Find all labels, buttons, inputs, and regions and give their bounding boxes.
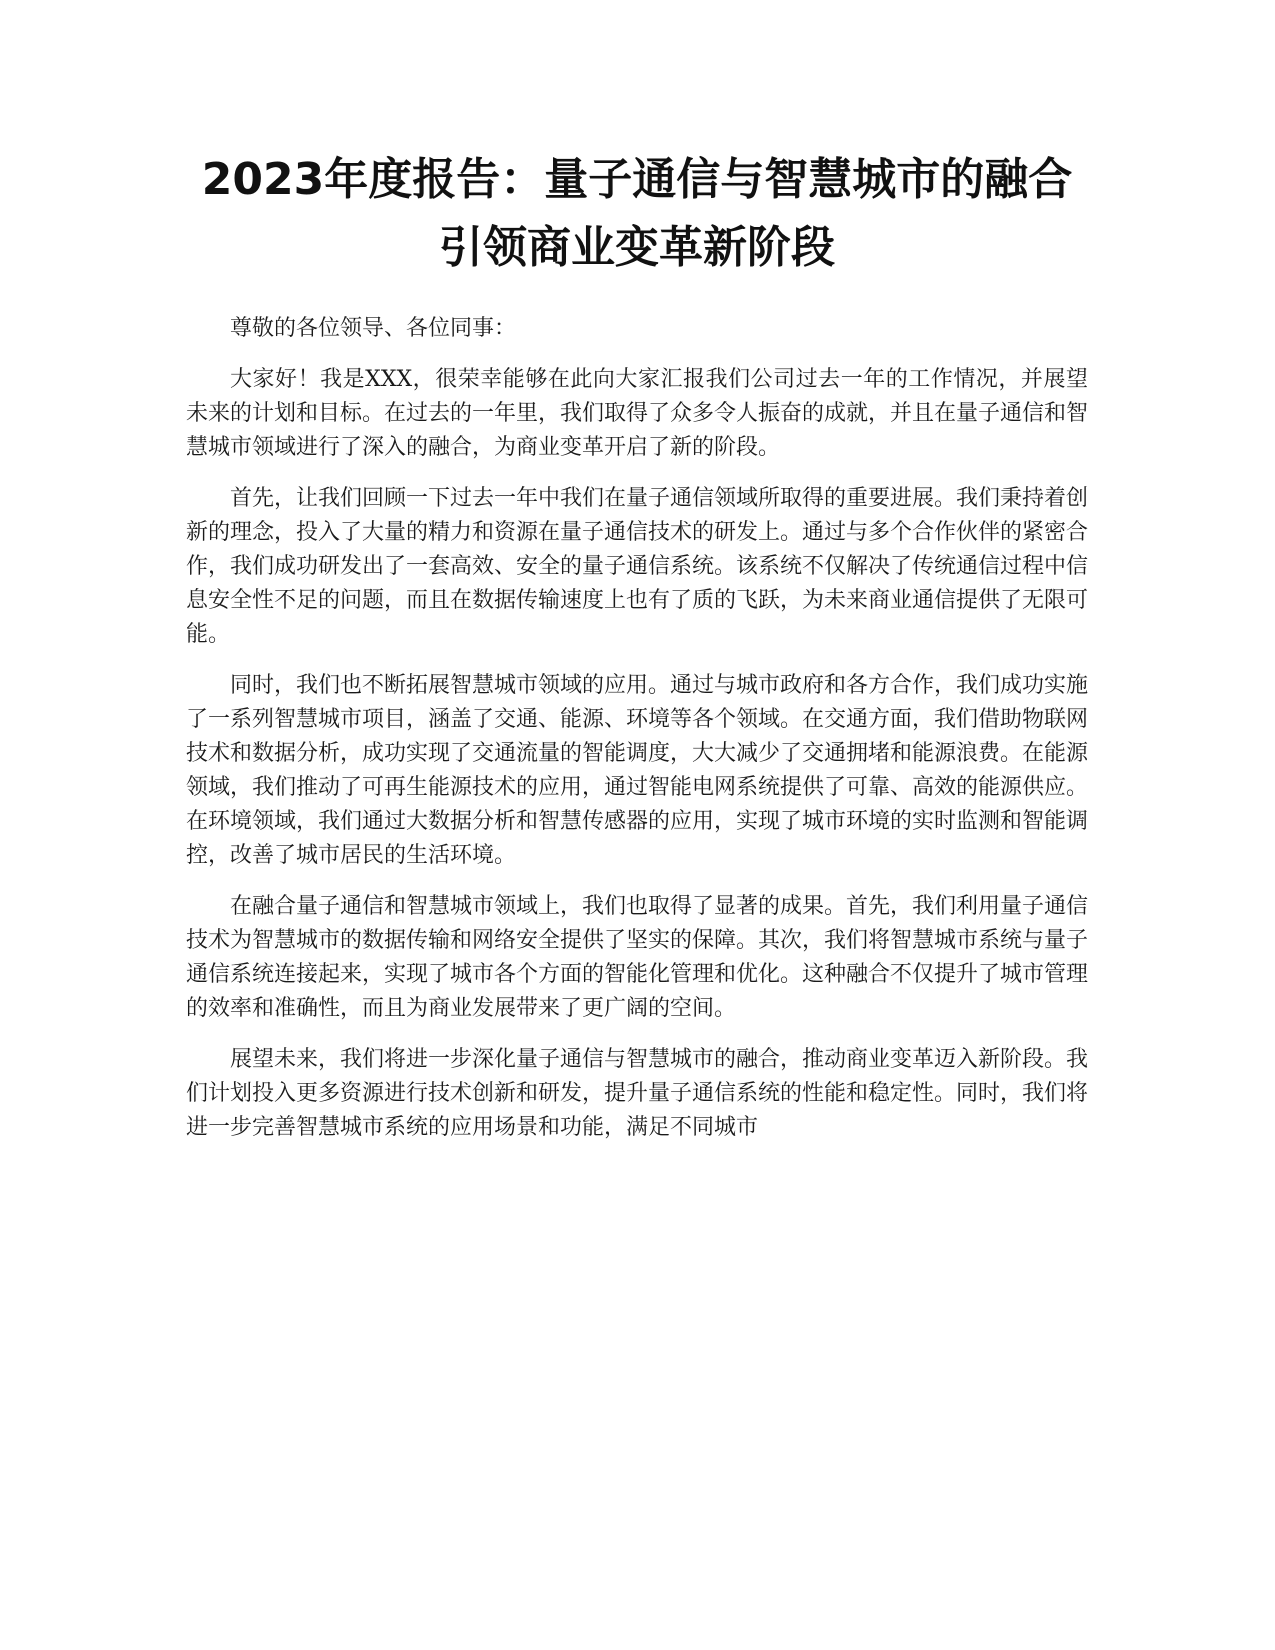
- body-paragraph: 展望未来，我们将进一步深化量子通信与智慧城市的融合，推动商业变革迈入新阶段。我们计划投入更多资源进行技术创新和研发，提升量子通信系统的性能和稳定性。同时，我们将进一步完善智慧城市系统的应用场景和功能，满足不同城市: [186, 1047, 1089, 1140]
- body-paragraph: 同时，我们也不断拓展智慧城市领域的应用。通过与城市政府和各方合作，我们成功实施了一系列智慧城市项目，涵盖了交通、能源、环境等各个领域。在交通方面，我们借助物联网技术和数据分析，成功实现了交通流量的智能调度，大大减少了交通拥堵和能源浪费。在能源领域，我们推动了可再生能源技术的应用，通过智能电网系统提供了可靠、高效的能源供应。在环境领域，我们通过大数据分析和智慧传感器的应用，实现了城市环境的实时监测和智能调控，改善了城市居民的生活环境。: [186, 673, 1089, 868]
- body-paragraph: 在融合量子通信和智慧城市领域上，我们也取得了显著的成果。首先，我们利用量子通信技术为智慧城市的数据传输和网络安全提供了坚实的保障。其次，我们将智慧城市系统与量子通信系统连接起来，实现了城市各个方面的智能化管理和优化。这种融合不仅提升了城市管理的效率和准确性，而且为商业发展带来了更广阔的空间。: [186, 894, 1089, 1021]
- document-page: [186, 146, 1088, 1162]
- body-paragraph: 首先，让我们回顾一下过去一年中我们在量子通信领域所取得的重要进展。我们秉持着创新的理念，投入了大量的精力和资源在量子通信技术的研发上。通过与多个合作伙伴的紧密合作，我们成功研发出了一套高效、安全的量子通信系统。该系统不仅解决了传统通信过程中信息安全性不足的问题，而且在数据传输速度上也有了质的飞跃，为未来商业通信提供了无限可能。: [186, 486, 1089, 647]
- salutation-paragraph: 尊敬的各位领导、各位同事：: [230, 316, 517, 341]
- document-title: 2023年度报告：量子通信与智慧城市的融合引领商业变革新阶段: [201, 154, 1073, 273]
- body-paragraph: 大家好！我是XXX，很荣幸能够在此向大家汇报我们公司过去一年的工作情况，并展望未来的计划和目标。在过去的一年里，我们取得了众多令人振奋的成就，并且在量子通信和智慧城市领域进行了深入的融合，为商业变革开启了新的阶段。: [186, 367, 1089, 460]
- document-body: [186, 312, 1088, 1145]
